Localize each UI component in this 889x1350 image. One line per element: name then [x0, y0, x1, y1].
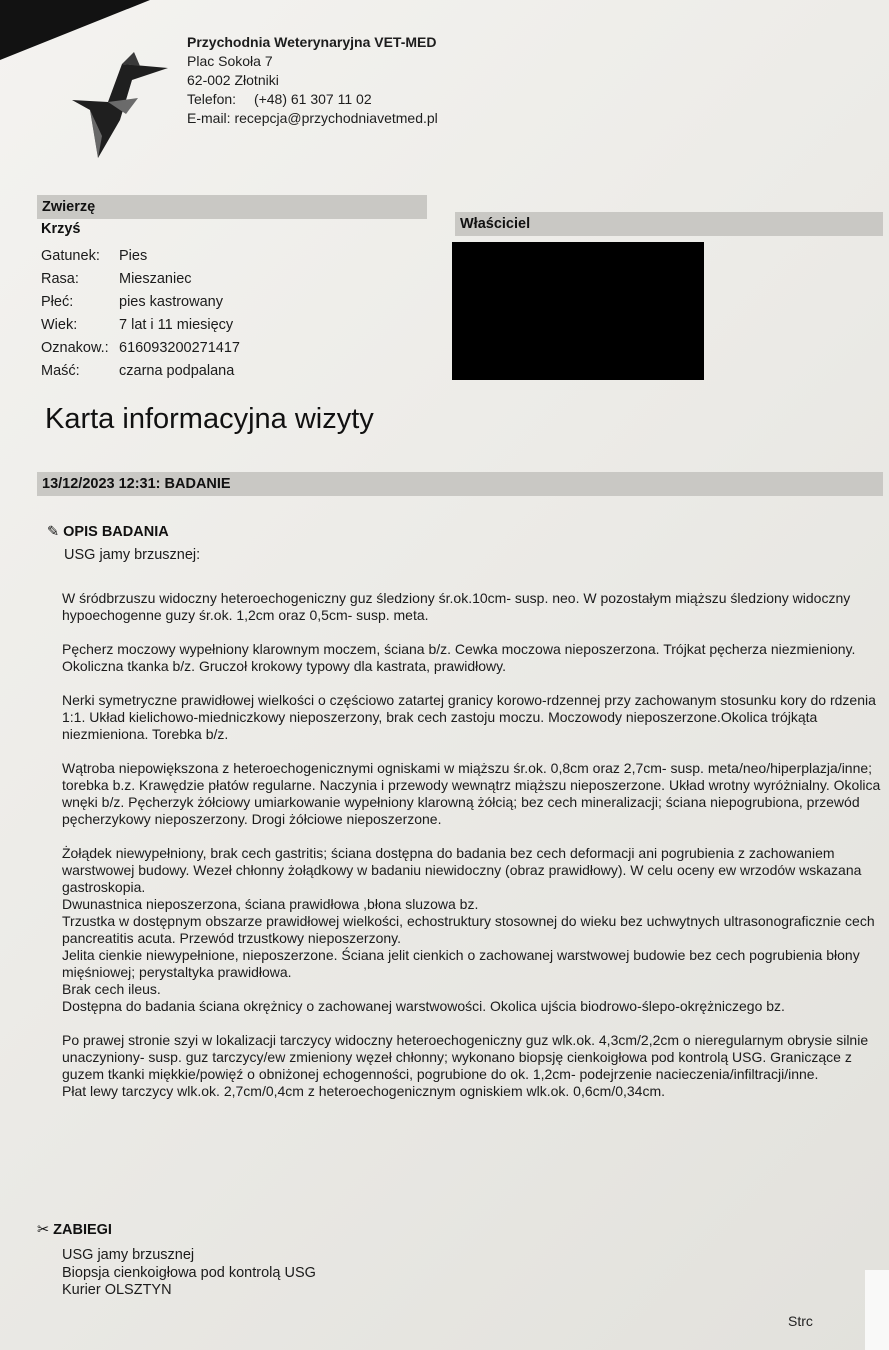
animal-section-heading: Zwierzę: [37, 195, 427, 219]
detail-label: Płeć:: [41, 294, 74, 310]
clinic-street: Plac Sokoła 7: [187, 53, 273, 69]
visit-header: 13/12/2023 12:31: BADANIE: [37, 472, 883, 496]
detail-label: Oznakow.:: [41, 340, 109, 356]
phone-label: Telefon:: [187, 91, 237, 107]
animal-detail-row: [41, 314, 240, 337]
exam-line: Dwunastnica nieposzerzona, ściana prawidłowa ,błona sluzowa bz.: [62, 896, 479, 912]
page-number-label: Strc: [788, 1313, 813, 1329]
email-value: recepcja@przychodniavetmed.pl: [234, 110, 438, 126]
exam-heading-label: OPIS BADANIA: [63, 524, 169, 540]
exam-line: Trzustka w dostępnym obszarze prawidłowej wielkości, echostruktury stosownej do wieku bez uchwytnych ultrasonograficznie cech pancreatitis acuta. Przewód trzustkowy nieposzerzony.: [62, 913, 875, 946]
animal-detail-row: [41, 360, 240, 383]
owner-section-heading: Właściciel: [455, 212, 883, 236]
exam-paragraph: W śródbrzuszu widoczny heteroechogeniczny guz śledziony śr.ok.10cm- susp. neo. W pozostałym miąższu śledziony widoczny hypoechogenne guzy śr.ok. 1,2cm oraz 0,5cm- susp. meta.: [62, 590, 851, 623]
procedure-item: Kurier OLSZTYN: [62, 1282, 172, 1298]
redacted-owner-info: [452, 242, 704, 380]
detail-value: 616093200271417: [119, 340, 240, 356]
exam-line: Dostępna do badania ściana okrężnicy o zachowanej warstwowości. Okolica ujścia biodrowo-ślepo-okrężniczego bz.: [62, 998, 785, 1014]
pencil-icon: ✎: [47, 524, 60, 540]
page-edge: [865, 1270, 889, 1350]
animal-detail-row: [41, 337, 240, 360]
detail-value: Mieszaniec: [119, 271, 192, 287]
clinic-email: [187, 109, 438, 128]
exam-description: [62, 590, 882, 1100]
exam-line: Brak cech ileus.: [62, 981, 161, 997]
animal-detail-row: [41, 268, 240, 291]
detail-value: pies kastrowany: [119, 294, 223, 310]
procedure-item: USG jamy brzusznej: [62, 1247, 195, 1263]
procedures-section-heading: [37, 1222, 112, 1238]
clinic-city: 62-002 Złotniki: [187, 72, 279, 88]
detail-value: Pies: [119, 248, 148, 264]
phone-value: (+48) 61 307 11 02: [253, 91, 372, 107]
detail-label: Maść:: [41, 363, 80, 379]
animal-details: [41, 245, 240, 383]
email-label: E-mail:: [187, 110, 231, 126]
animal-detail-row: [41, 291, 240, 314]
exam-line: Żołądek niewypełniony, brak cech gastritis; ściana dostępna do badania bez cech deformacji ani pogrubienia z zachowaniem warstwowej budowy. Wezeł chłonny żołądkowy w badaniu niewidoczny (obraz prawidłowy). W celu oceny ew wrzodów wskazana gastroskopia.: [62, 845, 862, 895]
clinic-phone: [187, 90, 438, 109]
bird-logo-icon: [68, 40, 173, 160]
animal-name: Krzyś: [41, 221, 81, 237]
detail-value: czarna podpalana: [119, 363, 235, 379]
thyroid-line: Po prawej stronie szyi w lokalizacji tarczycy widoczny heteroechogeniczny guz wlk.ok. 4,3cm/2,2cm o nieregularnym obrysie silnie unaczyniony- susp. guz tarczycy/ew zmieniony węzeł chłonny; wykonano biopsję cienkoigłowa pod kontrolą USG. Graniczące z guzem tkanki miękkie/powięź o obniżonej echogenności, pogrubione do ok. 1,2cm- podejrzenie nacieczenia/infiltracji/inne.: [62, 1032, 869, 1082]
detail-value: 7 lat i 11 miesięcy: [119, 317, 234, 333]
detail-label: Rasa:: [41, 271, 79, 287]
procedure-item: Biopsja cienkoigłowa pod kontrolą USG: [62, 1264, 316, 1281]
clinic-header: [187, 33, 438, 128]
exam-section-heading: [47, 524, 169, 540]
detail-label: Gatunek:: [41, 248, 100, 264]
animal-detail-row: [41, 245, 240, 268]
exam-line: Jelita cienkie niewypełnione, nieposzerzone. Ściana jelit cienkich o zachowanej warstwowej budowie bez cech pogrubienia błony mięśniowej; perystaltyka prawidłowa.: [62, 947, 860, 980]
exam-paragraph: Wątroba niepowiększona z heteroechogenicznymi ogniskami w miąższu śr.ok. 0,8cm oraz 2,7cm- susp. meta/neo/hiperplazja/inne; torebka b.z. Krawędzie płatów regularne. Naczynia i przewody wewnątrz miąższu nieposzerzone. Układ wrotny wyróżnialny. Okolica wnęki b/z. Pęcherzyk żółciowy umiarkowanie wypełniony klarowną żółcią; bez cech mineralizacji; ściana niepogrubiona, przewód pęcherzykowy nieposzerzony. Drogi żółciowe nieposzerzone.: [62, 760, 881, 827]
procedures-heading-label: ZABIEGI: [53, 1222, 112, 1238]
procedures-list: [62, 1247, 316, 1300]
exam-paragraph: Nerki symetryczne prawidłowej wielkości o częściowo zatartej granicy korowo-rdzennej przy zachowanym stosunku kory do rdzenia 1:1. Układ kielichowo-miedniczkowy nieposzerzony, brak cech zastoju moczu. Moczowody nieposzerzone.Okolica trójkąta niezmieniona. Torebka b/z.: [62, 692, 876, 742]
exam-subtitle: USG jamy brzusznej:: [64, 547, 201, 563]
detail-label: Wiek:: [41, 317, 78, 333]
exam-paragraph: Pęcherz moczowy wypełniony klarownym moczem, ściana b/z. Cewka moczowa nieposzerzona. Trójkat pęcherza niezmieniony. Okoliczna tkanka b/z. Gruczoł krokowy typowy dla kastrata, prawidłowy.: [62, 641, 856, 674]
document-title: Karta informacyjna wizyty: [45, 403, 374, 435]
thyroid-line: Płat lewy tarczycy wlk.ok. 2,7cm/0,4cm z heteroechogenicznym ogniskiem wlk.ok. 0,6cm/0,34cm.: [62, 1083, 665, 1099]
clinic-name: Przychodnia Weterynaryjna VET-MED: [187, 34, 437, 50]
scissors-icon: ✂: [37, 1222, 50, 1238]
